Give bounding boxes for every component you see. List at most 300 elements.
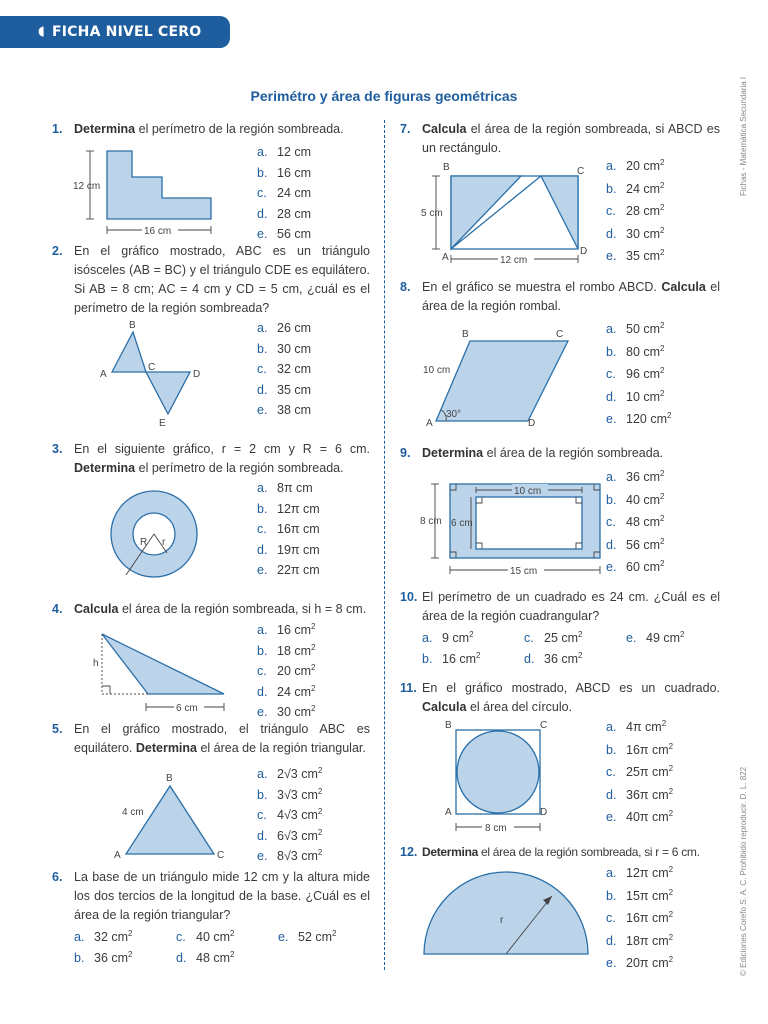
option[interactable] <box>257 204 311 225</box>
option-letter: e. <box>606 412 617 426</box>
text-plain: el área de la región sombreada. <box>483 446 664 460</box>
option-value: 40 cm <box>626 492 661 507</box>
text-plain: En el siguiente gráfico, r = 2 cm y R = 6 cm. <box>74 442 370 456</box>
option-value: 20 cm <box>277 664 312 678</box>
superscript: 2 <box>660 491 665 501</box>
question-4 <box>52 600 370 619</box>
option-value: 3√3 cm <box>277 787 318 802</box>
option[interactable] <box>606 223 665 246</box>
option[interactable] <box>606 784 673 807</box>
option[interactable] <box>626 628 728 649</box>
options-7 <box>606 155 665 268</box>
superscript: 2 <box>660 513 665 523</box>
option-letter: b. <box>74 950 85 965</box>
option-value: 26 cm <box>277 321 312 335</box>
option-letter: a. <box>606 720 617 734</box>
fig-label: C <box>577 166 585 177</box>
text-plain: En el gráfico mostrado, el triángulo ABC es equilátero. <box>74 722 370 755</box>
option-value: 32 cm <box>277 362 312 376</box>
option-value: 36 cm <box>626 470 661 484</box>
figure-2-triangles <box>98 316 218 428</box>
figure-9-frame <box>418 478 608 578</box>
fig-label: B <box>445 720 452 731</box>
option-letter: c. <box>257 664 267 678</box>
option-letter: a. <box>257 145 268 159</box>
superscript: 2 <box>311 642 316 652</box>
superscript: 2 <box>668 741 674 751</box>
option-letter: b. <box>257 643 268 658</box>
option[interactable] <box>524 649 626 670</box>
option-value: 12 cm <box>277 145 312 159</box>
options-3 <box>257 478 320 581</box>
option-value: 30 cm <box>277 705 312 719</box>
fig-label: h <box>93 658 99 669</box>
option[interactable] <box>606 200 665 223</box>
option[interactable] <box>257 805 322 826</box>
option[interactable] <box>257 499 320 520</box>
text-bold: Calcula <box>661 280 706 294</box>
superscript: 2 <box>660 536 665 546</box>
option-value: 16 cm <box>277 165 312 180</box>
option-value: 56 cm <box>277 227 312 241</box>
question-number: 1. <box>52 122 63 136</box>
fig-label: r <box>162 537 166 548</box>
option-letter: e. <box>606 249 617 263</box>
option-letter: c. <box>606 765 616 779</box>
superscript: 2 <box>680 629 685 639</box>
question-text <box>422 843 730 862</box>
option[interactable] <box>74 927 176 948</box>
option-letter: d. <box>176 950 187 965</box>
option-value: 50 cm <box>626 322 661 336</box>
options-4 <box>257 620 316 723</box>
option[interactable] <box>606 408 671 431</box>
option-letter: e. <box>606 560 617 574</box>
option-value: 35 cm <box>626 249 661 263</box>
superscript: 2 <box>128 928 133 938</box>
fig-label: 6 cm <box>451 518 473 529</box>
option-value: 48 cm <box>626 515 661 529</box>
column-divider <box>384 120 385 970</box>
option-letter: d. <box>257 684 268 699</box>
option-value: 36π cm <box>626 787 669 802</box>
option-value: 9 cm <box>442 631 470 645</box>
fig-label: C <box>556 329 564 340</box>
option-letter: d. <box>606 933 617 948</box>
figure-3-annulus <box>105 485 205 585</box>
option[interactable] <box>606 341 671 364</box>
option[interactable] <box>606 761 673 784</box>
option[interactable] <box>606 556 665 579</box>
question-number: 5. <box>52 722 63 736</box>
fig-label: 10 cm <box>514 486 542 497</box>
option-value: 20π cm <box>626 956 669 970</box>
option-letter: c. <box>257 186 267 200</box>
fig-label: A <box>114 850 121 861</box>
options-2 <box>257 318 311 421</box>
option[interactable] <box>278 927 380 948</box>
option[interactable] <box>257 560 320 581</box>
fig-label: 6 cm <box>176 703 198 714</box>
option[interactable] <box>257 785 322 806</box>
option[interactable] <box>606 885 673 908</box>
option-letter: a. <box>257 767 268 781</box>
fig-label: B <box>443 162 450 173</box>
text-bold: Calcula <box>74 602 119 616</box>
question-11 <box>400 679 720 717</box>
option-letter: a. <box>257 321 268 335</box>
option-value: 16π cm <box>626 911 669 925</box>
question-10 <box>400 588 720 626</box>
question-number: 8. <box>400 280 411 294</box>
superscript: 2 <box>332 928 337 938</box>
option-value: 18 cm <box>277 643 312 658</box>
option-letter: d. <box>257 828 268 843</box>
superscript: 2 <box>660 388 665 398</box>
fig-label: 8 cm <box>485 823 507 834</box>
option-value: 8√3 cm <box>277 849 318 863</box>
option[interactable] <box>257 846 322 867</box>
option-letter: d. <box>606 787 617 802</box>
text-bold: Determina <box>422 845 478 859</box>
option-value: 30 cm <box>277 341 312 356</box>
superscript: 2 <box>660 365 665 375</box>
question-2 <box>52 242 370 318</box>
option-letter: b. <box>257 165 268 180</box>
option[interactable] <box>257 318 311 339</box>
superscript: 2 <box>317 806 323 816</box>
option[interactable] <box>606 466 665 489</box>
question-number: 12. <box>400 845 418 859</box>
text-plain: el área de la región sombreada, si ABCD es un rectángulo. <box>422 122 720 155</box>
figure-11-inscribed-circle <box>440 716 560 838</box>
superscript: 2 <box>668 887 674 897</box>
option-letter: c. <box>257 808 267 822</box>
fig-label: 16 cm <box>144 226 172 237</box>
option[interactable] <box>606 739 673 762</box>
superscript: 2 <box>230 949 235 959</box>
option-letter: e. <box>257 849 268 863</box>
option[interactable] <box>606 318 671 341</box>
option-letter: d. <box>524 651 535 666</box>
option-letter: b. <box>606 181 617 196</box>
option-letter: c. <box>257 362 267 376</box>
option-value: 4π cm <box>626 720 662 734</box>
fig-label: 12 cm <box>500 255 528 266</box>
superscript: 2 <box>660 468 665 478</box>
text-plain: En el gráfico mostrado, ABC es un triángulo isósceles (AB = BC) y el triángulo CDE es equilátero. Si AB = 8 cm; AC = 4 cm y CD = 5 cm, ¿cuál es el perímetro de la región sombreada? <box>74 244 370 315</box>
option-letter: c. <box>606 515 616 529</box>
superscript: 2 <box>668 864 674 874</box>
option-letter: b. <box>606 492 617 507</box>
option-letter: c. <box>606 911 616 925</box>
superscript: 2 <box>668 786 674 796</box>
fig-label: D <box>528 418 536 429</box>
fig-label: 12 cm <box>73 181 101 192</box>
option[interactable] <box>257 826 322 847</box>
question-6 <box>52 868 370 925</box>
fig-label: D <box>540 807 548 818</box>
option[interactable] <box>74 948 176 969</box>
side-text-bottom: © Ediciones Corefo S. A. C. Prohibido reproducir. D. L. 822 <box>739 766 748 976</box>
text-plain: el área de la región sombreada, si h = 8 cm. <box>118 602 367 616</box>
option-letter: c. <box>606 204 616 218</box>
option[interactable] <box>257 359 311 380</box>
page-title: Perimétro y área de figuras geométricas <box>250 88 518 104</box>
option[interactable] <box>422 628 524 649</box>
fig-label: 8 cm <box>420 516 442 527</box>
fig-label: A <box>445 807 452 818</box>
superscript: 2 <box>578 650 583 660</box>
option-letter: a. <box>606 866 617 880</box>
superscript: 2 <box>311 662 316 672</box>
superscript: 2 <box>311 703 316 713</box>
fig-label: A <box>426 418 433 429</box>
option[interactable] <box>606 489 665 512</box>
option[interactable] <box>606 907 673 930</box>
superscript: 2 <box>668 954 674 964</box>
option-letter: d. <box>257 542 268 557</box>
options-10 <box>422 628 728 669</box>
option-value: 16π cm <box>277 522 320 536</box>
superscript: 2 <box>476 650 481 660</box>
question-text <box>74 600 370 619</box>
option-letter: a. <box>74 930 85 944</box>
question-number: 2. <box>52 244 63 258</box>
option[interactable] <box>257 661 316 682</box>
option-value: 48 cm <box>196 950 231 965</box>
option-value: 16 cm <box>442 651 477 666</box>
option-value: 12π cm <box>626 866 669 880</box>
option[interactable] <box>524 628 626 649</box>
fig-label: 5 cm <box>421 208 443 219</box>
question-text <box>74 242 370 318</box>
option-value: 24 cm <box>277 186 312 200</box>
option[interactable] <box>257 400 311 421</box>
option-value: 96 cm <box>626 367 661 381</box>
option-letter: a. <box>257 481 268 495</box>
text-bold: Calcula <box>422 122 467 136</box>
option-value: 19π cm <box>277 542 320 557</box>
option-value: 30 cm <box>626 226 661 241</box>
question-text <box>422 278 720 316</box>
text-plain: La base de un triángulo mide 12 cm y la altura mide los dos tercios de la longitud de la base. ¿Cuál es el área de la región triangular? <box>74 870 370 922</box>
option-value: 49 cm <box>646 631 681 645</box>
options-12 <box>606 862 673 975</box>
text-plain: el área de la región rombal. <box>422 280 720 313</box>
option-letter: b. <box>422 651 433 666</box>
superscript: 2 <box>311 683 316 693</box>
question-text <box>74 868 370 925</box>
option[interactable] <box>606 806 673 829</box>
option-value: 40 cm <box>196 930 231 944</box>
option-value: 60 cm <box>626 560 661 574</box>
question-1 <box>52 120 370 139</box>
superscript: 2 <box>667 410 672 420</box>
option-value: 10 cm <box>626 389 661 404</box>
option-letter: c. <box>176 930 186 944</box>
fig-label: 15 cm <box>510 566 538 577</box>
superscript: 2 <box>311 621 316 631</box>
question-number: 7. <box>400 122 411 136</box>
option-letter: b. <box>257 341 268 356</box>
question-number: 10. <box>400 590 418 604</box>
option-letter: a. <box>606 322 617 336</box>
option-value: 56 cm <box>626 537 661 552</box>
option[interactable] <box>606 386 671 409</box>
option[interactable] <box>257 339 311 360</box>
fig-label: C <box>540 720 548 731</box>
fig-label: B <box>166 773 173 784</box>
question-number: 3. <box>52 442 63 456</box>
text-plain: el perímetro de la región sombreada. <box>135 461 344 475</box>
text-bold: Determina <box>135 741 197 755</box>
option-value: 28 cm <box>626 204 661 218</box>
option[interactable] <box>257 641 316 662</box>
fig-label: D <box>193 369 201 380</box>
fig-label: A <box>100 369 107 380</box>
question-text <box>422 588 720 626</box>
option[interactable] <box>606 862 673 885</box>
superscript: 2 <box>578 629 583 639</box>
option[interactable] <box>606 952 673 975</box>
question-7 <box>400 120 720 158</box>
option-letter: e. <box>257 563 268 577</box>
question-3 <box>52 440 370 478</box>
option-letter: d. <box>257 206 268 221</box>
option[interactable] <box>422 649 524 670</box>
option-letter: a. <box>606 470 617 484</box>
option-letter: d. <box>606 226 617 241</box>
option-value: 80 cm <box>626 344 661 359</box>
option[interactable] <box>606 716 673 739</box>
option-letter: e. <box>278 930 289 944</box>
superscript: 2 <box>661 718 667 728</box>
text-bold: Determina <box>422 446 484 460</box>
options-8 <box>606 318 671 431</box>
question-12 <box>400 843 730 862</box>
option[interactable] <box>176 948 278 969</box>
superscript: 2 <box>660 247 665 257</box>
question-text <box>422 444 720 463</box>
option-value: 16 cm <box>277 623 312 637</box>
fig-label: r <box>500 915 504 926</box>
option-value: 16π cm <box>626 742 669 757</box>
option-letter: d. <box>257 382 268 397</box>
figure-7-rectangle <box>418 158 598 270</box>
option-value: 22π cm <box>277 563 320 577</box>
option-value: 38 cm <box>277 403 312 417</box>
option-letter: b. <box>606 344 617 359</box>
option-value: 8π cm <box>277 481 313 495</box>
option[interactable] <box>257 519 320 540</box>
fig-label: R <box>140 537 148 548</box>
option[interactable] <box>257 764 322 785</box>
header-band <box>0 16 230 48</box>
option[interactable] <box>606 534 665 557</box>
text-plain: el área de la región sombreada, si r = 6 cm. <box>478 845 700 859</box>
option-value: 20 cm <box>626 159 661 173</box>
option-value: 32 cm <box>94 930 129 944</box>
fig-label: 4 cm <box>122 807 144 818</box>
superscript: 2 <box>668 932 674 942</box>
option[interactable] <box>606 511 665 534</box>
fig-label: D <box>580 246 588 257</box>
text-plain: En el gráfico mostrado, ABCD es un cuadrado. <box>422 681 720 695</box>
option-letter: a. <box>422 631 433 645</box>
option-letter: e. <box>257 227 268 241</box>
option-value: 24 cm <box>626 181 661 196</box>
option-value: 25π cm <box>626 765 669 779</box>
option-value: 4√3 cm <box>277 808 318 822</box>
option[interactable] <box>257 183 311 204</box>
superscript: 2 <box>469 629 474 639</box>
option-letter: d. <box>606 537 617 552</box>
option[interactable] <box>176 927 278 948</box>
option-letter: e. <box>606 956 617 970</box>
figure-4-obtuse-triangle <box>90 628 240 718</box>
option[interactable] <box>606 930 673 953</box>
option[interactable] <box>257 620 316 641</box>
option[interactable] <box>257 478 320 499</box>
option-letter: e. <box>257 403 268 417</box>
superscript: 2 <box>660 320 665 330</box>
option[interactable] <box>257 163 311 184</box>
figure-5-equilateral-triangle <box>110 768 235 864</box>
superscript: 2 <box>668 909 674 919</box>
superscript: 2 <box>317 827 323 837</box>
question-number: 6. <box>52 870 63 884</box>
question-9 <box>400 444 720 463</box>
option-value: 25 cm <box>544 631 579 645</box>
superscript: 2 <box>128 949 133 959</box>
superscript: 2 <box>317 765 323 775</box>
option[interactable] <box>257 540 320 561</box>
superscript: 2 <box>230 928 235 938</box>
superscript: 2 <box>660 180 665 190</box>
fig-label: 30° <box>446 409 462 420</box>
text-plain: el área del círculo. <box>466 700 573 714</box>
option[interactable] <box>257 142 311 163</box>
option[interactable] <box>257 682 316 703</box>
option[interactable] <box>606 245 665 268</box>
option[interactable] <box>606 155 665 178</box>
question-text <box>422 120 720 158</box>
option[interactable] <box>606 178 665 201</box>
option-letter: a. <box>257 623 268 637</box>
text-bold: Determina <box>74 122 136 136</box>
superscript: 2 <box>317 847 323 857</box>
option[interactable] <box>606 363 671 386</box>
text-plain: el área de la región triangular. <box>197 741 366 755</box>
option-letter: a. <box>606 159 617 173</box>
superscript: 2 <box>668 763 674 773</box>
option-letter: c. <box>606 367 616 381</box>
options-9 <box>606 466 665 579</box>
question-5 <box>52 720 370 758</box>
figure-12-semicircle <box>420 868 590 960</box>
question-number: 4. <box>52 602 63 616</box>
question-text <box>74 440 370 478</box>
option[interactable] <box>257 380 311 401</box>
text-bold: Calcula <box>422 700 467 714</box>
option-letter: e. <box>626 631 637 645</box>
option-value: 18π cm <box>626 933 669 948</box>
option-value: 6√3 cm <box>277 828 318 843</box>
option-value: 35 cm <box>277 382 312 397</box>
question-number: 11. <box>400 681 417 695</box>
question-8 <box>400 278 720 316</box>
